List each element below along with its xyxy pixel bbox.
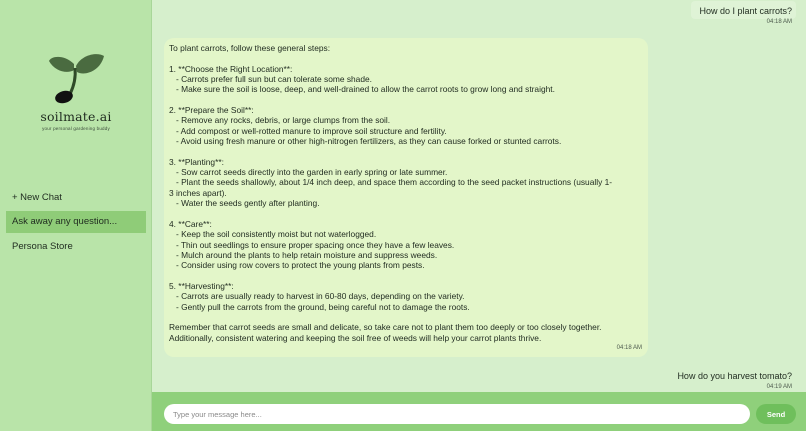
message-line: - Avoid using fresh manure or other high-nitrogen fertilizers, as they can cause forked or stunted carrots. — [169, 136, 562, 147]
message-line: 5. **Harvesting**: — [169, 280, 234, 291]
message-line: - Mulch around the plants to help retain moisture and suppress weeds. — [169, 249, 438, 260]
message-line: To plant carrots, follow these general steps: — [169, 43, 331, 53]
message-line: - Carrots prefer full sun but can tolerate some shade. — [169, 74, 372, 85]
message-line: - Sow carrot seeds directly into the garden in early spring or late summer. — [169, 167, 448, 178]
message-line — [169, 271, 640, 281]
message-line: 4. **Care**: — [169, 218, 212, 229]
message-line: - Carrots are usually ready to harvest in 60-80 days, depending on the variety. — [169, 291, 465, 302]
logo — [0, 52, 152, 131]
input-bar — [152, 392, 806, 431]
message-line: - Water the seeds gently after planting. — [169, 198, 320, 209]
message-line: - Make sure the soil is loose, deep, and well-drained to allow the carrot roots to grow long and straight. — [169, 84, 555, 95]
message-line: Remember that carrot seeds are small and delicate, so take care not to plant them too deeply or too closely together. — [169, 322, 602, 333]
message-line: - Plant the seeds shallowly, about 1/4 inch deep, and space them according to the seed packet instructions (usually 1- — [169, 177, 613, 188]
message-timestamp: 04:18 AM — [766, 19, 792, 25]
message-line: 2. **Prepare the Soil**: — [169, 105, 254, 116]
message-line — [169, 95, 640, 105]
brand-name: soilmate.ai — [40, 109, 112, 124]
sprout-logo-icon — [46, 52, 106, 106]
message-line: - Consider using row covers to protect the young plants from pests. — [169, 260, 425, 271]
sidebar-item-current-chat[interactable]: Ask away any question... — [6, 211, 146, 233]
brand-tagline: your personal gardening buddy — [42, 126, 110, 131]
message-line: - Remove any rocks, debris, or large clumps from the soil. — [169, 115, 391, 126]
message-line — [169, 53, 640, 63]
assistant-message — [164, 38, 648, 357]
message-line: 3. **Planting**: — [169, 156, 224, 167]
message-line: 1. **Choose the Right Location**: — [169, 63, 293, 74]
user-message-text: How do I plant carrots? — [691, 1, 796, 19]
message-line: - Add compost or well-rotted manure to improve soil structure and fertility. — [169, 125, 447, 136]
user-message — [691, 1, 796, 25]
message-line: 3 inches apart). — [169, 187, 227, 198]
message-line: - Gently pull the carrots from the ground, being careful not to damage the roots. — [169, 301, 470, 312]
new-chat-button[interactable]: + New Chat — [12, 192, 62, 203]
user-message — [669, 366, 796, 390]
message-input[interactable] — [164, 404, 750, 424]
message-line — [169, 209, 640, 219]
message-line: - Keep the soil consistently moist but not waterlogged. — [169, 229, 377, 240]
sidebar-item-persona-store[interactable]: Persona Store — [12, 241, 73, 252]
message-line — [169, 312, 640, 322]
user-message-text: How do you harvest tomato? — [677, 371, 792, 381]
chat-area — [152, 0, 806, 392]
message-line — [169, 146, 640, 156]
message-line: Additionally, consistent watering and keeping the soil free of weeds will help your carrot plants thrive. — [169, 332, 542, 343]
assistant-message-text — [169, 43, 640, 343]
message-timestamp: 04:18 AM — [616, 344, 642, 351]
message-line: - Thin out seedlings to ensure proper spacing once they have a few leaves. — [169, 239, 455, 250]
send-button[interactable]: Send — [756, 404, 796, 424]
sidebar — [0, 0, 152, 431]
message-timestamp: 04:19 AM — [766, 384, 792, 390]
